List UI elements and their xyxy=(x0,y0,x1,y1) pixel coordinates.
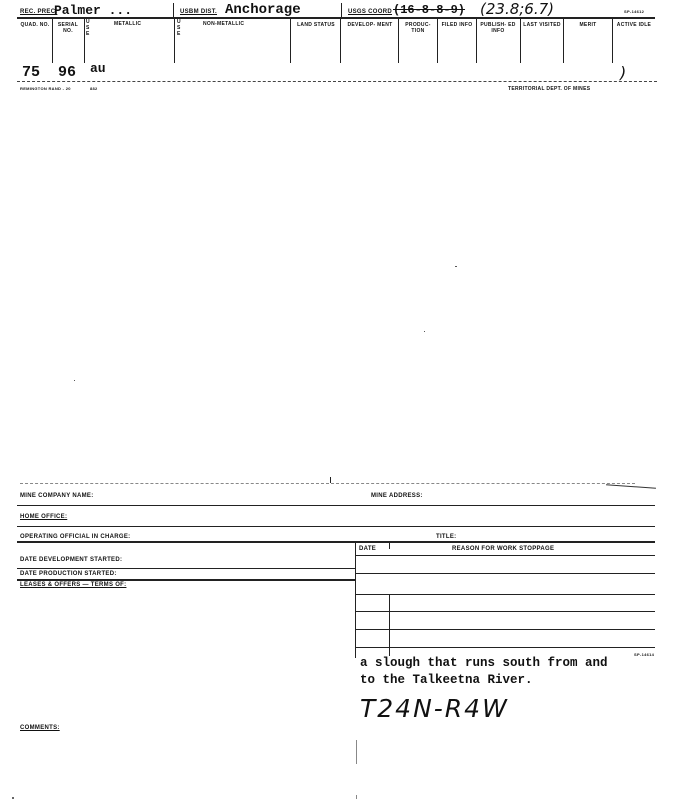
col-use-metallic: U S E xyxy=(86,19,90,37)
col-merit: MERIT xyxy=(579,22,597,28)
col-metallic: METALLIC xyxy=(114,21,142,27)
mine-address-label: MINE ADDRESS: xyxy=(371,493,423,499)
col-development: DEVELOP- MENT xyxy=(347,22,393,28)
comments-label: COMMENTS: xyxy=(20,725,60,731)
header-divider xyxy=(341,3,342,17)
typed-note xyxy=(360,655,608,689)
col-last-visited: LAST VISITED xyxy=(523,22,561,28)
handwritten-note: T24N-R4W xyxy=(360,694,509,723)
typed-note-line-1: a slough that runs south from and xyxy=(360,656,608,670)
sheet-corner-fold xyxy=(606,484,656,488)
typed-note-line-2: to the Talkeetna River. xyxy=(360,673,533,687)
mine-company-name-label: MINE COMPANY NAME: xyxy=(20,493,94,499)
speck xyxy=(74,380,75,381)
rec-prec-label: REC. PREC. xyxy=(20,9,58,15)
speck xyxy=(12,797,14,799)
col-filed-info: FILED INFO xyxy=(441,22,473,28)
territorial-label: TERRITORIAL DEPT. OF MINES xyxy=(508,86,591,92)
col-published-info: PUBLISH- ED INFO xyxy=(480,22,516,34)
form-number: SP-14612 xyxy=(624,9,645,14)
col-serial-no: SERIAL NO. xyxy=(57,22,79,34)
col-active-idle: ACTIVE IDLE xyxy=(616,22,652,28)
remington-label: REMINGTON RAND - 20 xyxy=(20,86,71,91)
stoppage-reason-label: REASON FOR WORK STOPPAGE xyxy=(452,546,555,552)
serial-value: 96 xyxy=(58,64,77,81)
quad-value: 75 xyxy=(22,64,41,81)
col-quad-no: QUAD. NO. xyxy=(20,22,50,28)
sheet-top-edge xyxy=(20,483,635,484)
header-divider xyxy=(173,3,174,17)
col-use-nonmetallic: U S E xyxy=(177,19,181,37)
values-rule xyxy=(17,81,657,82)
home-office-label: HOME OFFICE: xyxy=(20,514,68,520)
title-label: TITLE: xyxy=(436,534,457,540)
usgs-coord-struck: (16-8-8-9) xyxy=(393,3,466,17)
leases-label: LEASES & OFFERS — TERMS OF: xyxy=(20,582,127,588)
remington-code: 882 xyxy=(90,86,98,91)
stoppage-date-label: DATE xyxy=(359,546,377,552)
usbm-dist-value: Anchorage xyxy=(225,2,301,18)
speck xyxy=(424,331,425,332)
date-dev-started-label: DATE DEVELOPMENT STARTED: xyxy=(20,557,123,563)
col-land-status: LAND STATUS xyxy=(297,22,335,28)
header-rule xyxy=(17,17,655,19)
small-form-number: SP-14614 xyxy=(634,652,655,657)
active-mark: ) xyxy=(620,63,627,82)
usgs-coord-label: USGS COORD xyxy=(348,9,393,15)
rec-prec-value: Palmer ... xyxy=(54,3,133,18)
usgs-coord-value: (23.8;6.7) xyxy=(480,0,555,18)
metallic-value: au xyxy=(90,61,106,76)
speck xyxy=(455,266,457,267)
date-prod-started-label: DATE PRODUCTION STARTED: xyxy=(20,571,117,577)
col-nonmetallic: NON-METALLIC xyxy=(203,21,245,27)
usbm-dist-label: USBM DIST. xyxy=(180,9,218,15)
col-production: PRODUC- TION xyxy=(405,22,431,34)
operating-official-label: OPERATING OFFICIAL IN CHARGE: xyxy=(20,534,131,540)
